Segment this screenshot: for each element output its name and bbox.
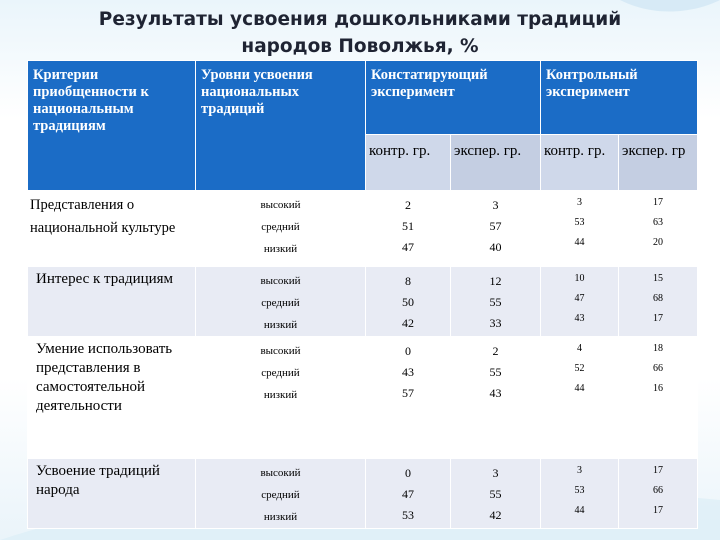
levels-cell [196,337,366,459]
subheader-stating-exp: экспер. гр. [451,135,541,191]
value: 47 [402,487,414,501]
value: 51 [402,219,414,233]
stating-control-values [366,191,451,267]
control-exp-values [619,459,698,529]
subheader-control-exp: экспер. гр [619,135,698,191]
value: 55 [489,487,502,501]
level-low: низкий [263,511,298,523]
value: 17 [653,197,663,208]
value: 17 [653,313,663,324]
level-medium: средний [261,489,300,501]
value: 40 [489,240,502,254]
table-row [28,191,698,267]
table-row [28,337,698,459]
value: 15 [653,273,663,284]
levels-cell [196,267,366,337]
value: 3 [492,198,499,212]
stating-control-values [366,267,451,337]
value: 42 [402,316,414,330]
value: 57 [402,386,414,400]
control-control-values [541,191,619,267]
level-high: высокий [260,467,301,479]
slide-title [60,6,660,60]
value: 47 [574,293,585,304]
header-criteria: Критерии приобщенности к национальным традициям [28,61,196,191]
value: 18 [653,343,663,354]
levels-cell [196,191,366,267]
value: 16 [653,383,663,394]
value: 55 [489,365,502,379]
value: 44 [574,383,585,394]
value: 66 [653,363,663,374]
value: 55 [489,295,502,309]
value: 52 [574,363,585,374]
title-line-2: народов Поволжья, % [241,36,479,57]
header-row [28,61,698,135]
value: 50 [402,295,414,309]
value: 44 [574,505,585,516]
control-exp-values [619,191,698,267]
value: 53 [402,508,414,522]
header-control-experiment: Контрольный эксперимент [541,61,698,135]
control-exp-values [619,267,698,337]
stating-exp-values [451,267,541,337]
header-levels: Уровни усвоения национальных традиций [196,61,366,191]
levels-cell [196,459,366,529]
level-medium: средний [261,221,300,233]
subheader-control-control: контр. гр. [541,135,619,191]
level-low: низкий [263,319,298,331]
subheader-stating-control: контр. гр. [366,135,451,191]
value: 57 [489,219,502,233]
value: 17 [653,505,663,516]
level-medium: средний [261,367,300,379]
level-high: высокий [260,199,301,211]
value: 53 [574,485,585,496]
stating-exp-values [451,191,541,267]
value: 3 [492,466,499,480]
value: 2 [405,198,411,212]
value: 10 [574,273,585,284]
stating-exp-values [451,459,541,529]
value: 12 [489,274,502,288]
value: 3 [577,465,582,476]
value: 68 [653,293,663,304]
control-control-values [541,337,619,459]
stating-control-values [366,459,451,529]
value: 43 [574,313,585,324]
value: 63 [653,217,663,228]
value: 3 [577,197,582,208]
value: 4 [577,343,582,354]
value: 66 [653,485,663,496]
level-low: низкий [263,243,298,255]
control-control-values [541,459,619,529]
value: 33 [489,316,502,330]
control-exp-values [619,337,698,459]
value: 47 [402,240,414,254]
level-low: низкий [263,389,298,401]
level-high: высокий [260,345,301,357]
value: 0 [405,344,411,358]
value: 53 [574,217,585,228]
value: 43 [489,386,502,400]
value: 8 [405,274,411,288]
criterion-cell: Представления о национальной культуре [28,191,196,267]
value: 44 [574,237,585,248]
title-line-1: Результаты усвоения дошкольниками традиций [98,9,622,30]
stating-control-values [366,337,451,459]
stating-exp-values [451,337,541,459]
value: 20 [653,237,663,248]
results-table [27,60,698,529]
criterion-cell: Интерес к традициям [28,267,196,337]
level-high: высокий [260,275,301,287]
value: 2 [492,344,499,358]
control-control-values [541,267,619,337]
value: 0 [405,466,411,480]
header-stating-experiment: Констатирующий эксперимент [366,61,541,135]
value: 42 [489,508,502,522]
table-row [28,267,698,337]
value: 43 [402,365,414,379]
value: 17 [653,465,663,476]
criterion-cell: Умение использовать представления в самостоятельной деятельности [28,337,196,459]
criterion-cell: Усвоение традиций народа [28,459,196,529]
level-medium: средний [261,297,300,309]
table-row [28,459,698,529]
